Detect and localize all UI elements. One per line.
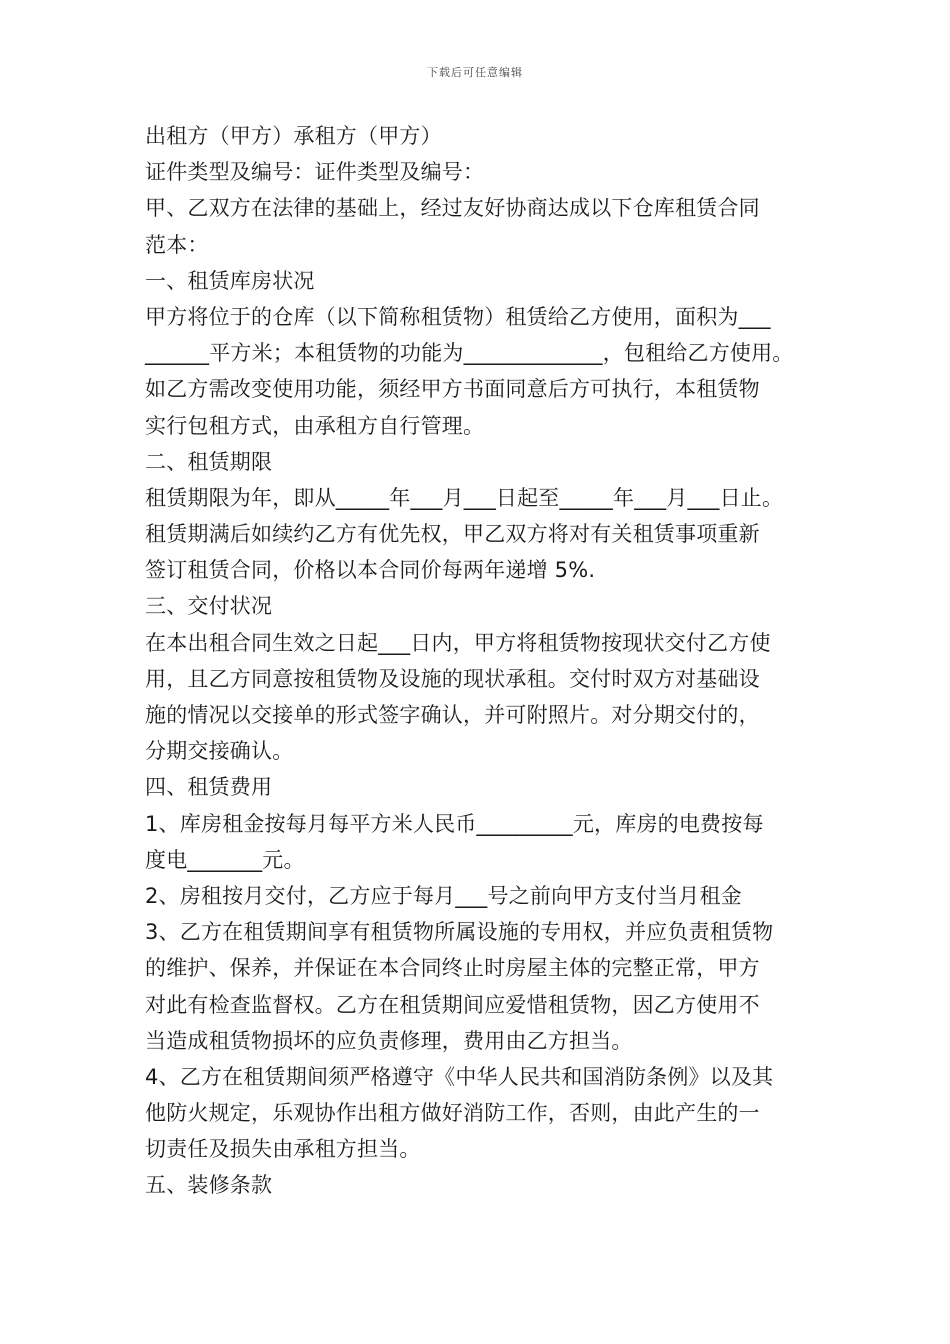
- paragraph-line: 在本出租合同生效之日起___日内，甲方将租赁物按现状交付乙方使: [145, 630, 771, 655]
- page-header-note: 下载后可任意编辑: [427, 66, 523, 79]
- paragraph-line: 切责任及损失由承租方担当。: [145, 1137, 421, 1162]
- paragraph-line: 租赁期限为年，即从_____年___月___日起至_____年___月___日止。: [145, 485, 784, 510]
- section-heading-3: 三、交付状况: [145, 594, 273, 619]
- section-heading-4: 四、租赁费用: [145, 775, 273, 800]
- parties-line: 出租方（甲方）承租方（甲方）: [145, 124, 442, 148]
- paragraph-line: 当造成租赁物损坏的应负责修理，费用由乙方担当。: [145, 1028, 633, 1053]
- paragraph-line: 的维护、保养，并保证在本合同终止时房屋主体的完整正常，甲方: [145, 956, 760, 981]
- paragraph-line: 4、乙方在租赁期间须严格遵守《中华人民共和国消防条例》以及其: [145, 1064, 774, 1089]
- section-heading-2: 二、租赁期限: [145, 449, 273, 474]
- section-heading-5: 五、装修条款: [145, 1173, 273, 1198]
- paragraph-line: 他防火规定，乐观协作出租方做好消防工作，否则，由此产生的一: [145, 1101, 760, 1126]
- paragraph-line: 3、乙方在租赁期间享有租赁物所属设施的专用权，并应负责租赁物: [145, 920, 774, 945]
- paragraph-line: 度电_______元。: [145, 847, 305, 872]
- paragraph-line: 用，且乙方同意按租赁物及设施的现状承租。交付时双方对基础设: [145, 666, 760, 691]
- paragraph-line: 施的情况以交接单的形式签字确认，并可附照片。对分期交付的，: [145, 703, 760, 727]
- paragraph-line: ______平方米；本租赁物的功能为_____________，包租给乙方使用。: [145, 341, 794, 366]
- paragraph-line: 2、房租按月交付，乙方应于每月___号之前向甲方支付当月租金: [145, 883, 742, 908]
- paragraph-line: 签订租赁合同，价格以本合同价每两年递增 5%.: [145, 558, 596, 583]
- preamble-line: 甲、乙双方在法律的基础上，经过友好协商达成以下仓库租赁合同: [145, 196, 760, 221]
- paragraph-line: 租赁期满后如续约乙方有优先权，甲乙双方将对有关租赁事项重新: [145, 522, 760, 547]
- paragraph-line: 对此有检查监督权。乙方在租赁期间应爱惜租赁物，因乙方使用不: [145, 992, 760, 1017]
- paragraph-line: 甲方将位于的仓库（以下简称租赁物）租赁给乙方使用，面积为___: [145, 304, 771, 329]
- paragraph-line: 实行包租方式，由承租方自行管理。: [145, 413, 485, 438]
- preamble-line: 范本：: [145, 232, 209, 257]
- section-heading-1: 一、租赁库房状况: [145, 268, 315, 293]
- id-type-line: 证件类型及编号：证件类型及编号：: [145, 160, 485, 185]
- paragraph-line: 分期交接确认。: [145, 739, 294, 764]
- document-body: [145, 118, 815, 1204]
- paragraph-line: 如乙方需改变使用功能，须经甲方书面同意后方可执行，本租赁物: [145, 377, 760, 402]
- paragraph-line: 1、库房租金按每月每平方米人民币_________元，库房的电费按每: [145, 811, 764, 836]
